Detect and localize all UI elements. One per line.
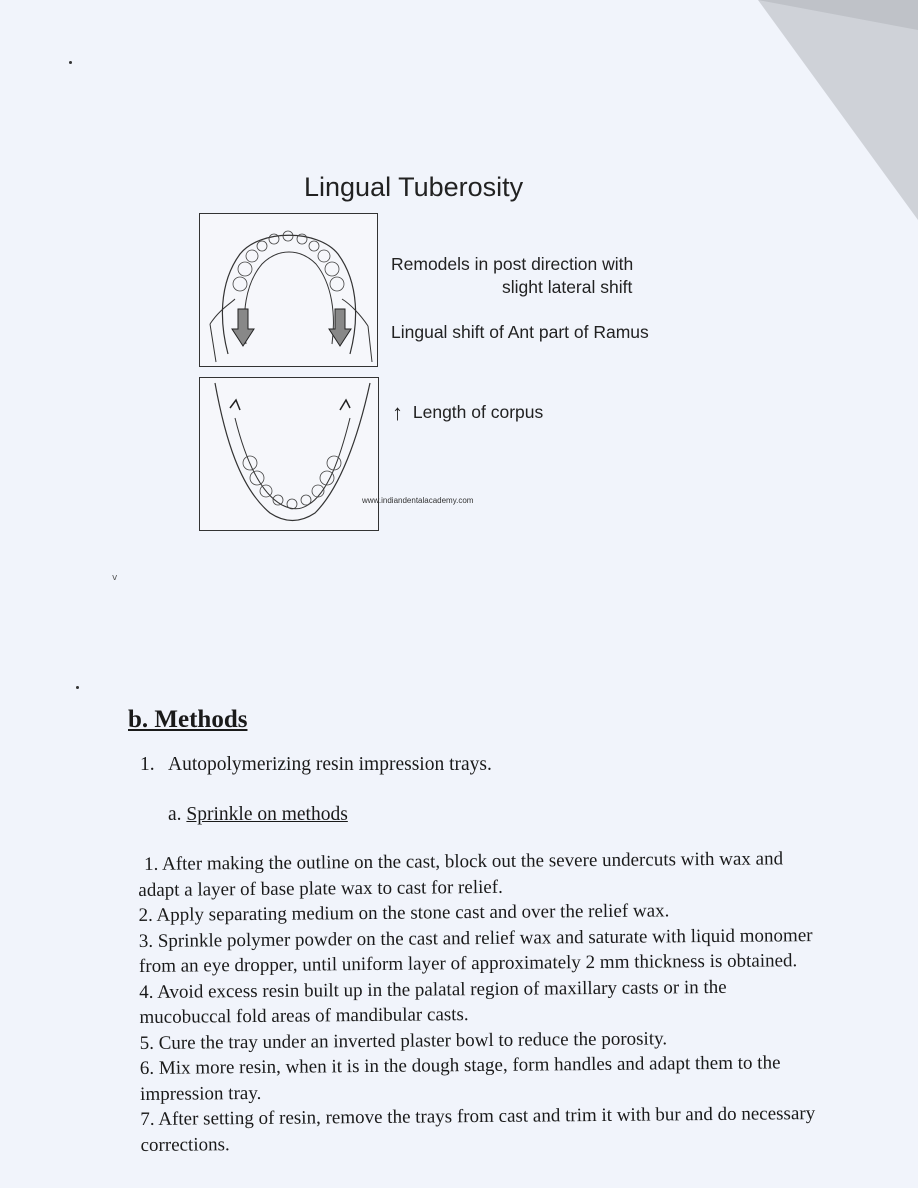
speck: [69, 61, 72, 64]
page-corner-shadow: [758, 0, 918, 220]
maxilla-diagram: [199, 213, 378, 367]
sub-heading-title: Sprinkle on methods: [186, 804, 348, 825]
annotation-ramus-shift: Lingual shift of Ant part of Ramus: [391, 322, 649, 342]
steps-list: [138, 846, 821, 1158]
mandible-diagram: [199, 377, 379, 531]
step: 7. After setting of resin, remove the trays from cast and trim it with bur and do necessary corrections.: [140, 1103, 816, 1156]
item-number: 1.: [140, 754, 155, 775]
annotation-remodels: Remodels in post direction with: [391, 254, 634, 274]
annotation-corpus-text: Length of corpus: [412, 402, 544, 422]
step: 2. Apply separating medium on the stone cast and over the relief wax.: [138, 900, 670, 926]
step: 5. Cure the tray under an inverted plaster bowl to reduce the porosity.: [139, 1027, 668, 1054]
annotation-corpus-length: [392, 400, 543, 426]
slide-title: Lingual Tuberosity: [304, 172, 524, 202]
step: 4. Avoid excess resin built up in the palatal region of maxillary casts or in the mucobuccal fold areas of mandibular casts.: [139, 976, 727, 1028]
sub-heading-prefix: a.: [168, 804, 182, 825]
section-heading: b. Methods: [128, 706, 248, 733]
speck: v: [112, 573, 118, 583]
list-item: [140, 754, 492, 776]
arrow-up-icon: ↑: [392, 400, 403, 425]
watermark: www.indiandentalacademy.com: [362, 496, 474, 505]
step: 6. Mix more resin, when it is in the dough stage, form handles and adapt them to the impression tray.: [139, 1052, 781, 1105]
sub-heading: [168, 804, 348, 826]
item-text: Autopolymerizing resin impression trays.: [168, 754, 492, 775]
speck: [76, 686, 79, 689]
annotation-lateral-shift: slight lateral shift: [502, 277, 633, 297]
step: 1. After making the outline on the cast, block out the severe undercuts with wax and adapt a layer of base plate wax to cast for relief.: [138, 848, 784, 901]
step: 3. Sprinkle polymer powder on the cast and relief wax and saturate with liquid monomer from an eye dropper, until uniform layer of approximately 2 mm thickness is obtained.: [138, 924, 813, 977]
